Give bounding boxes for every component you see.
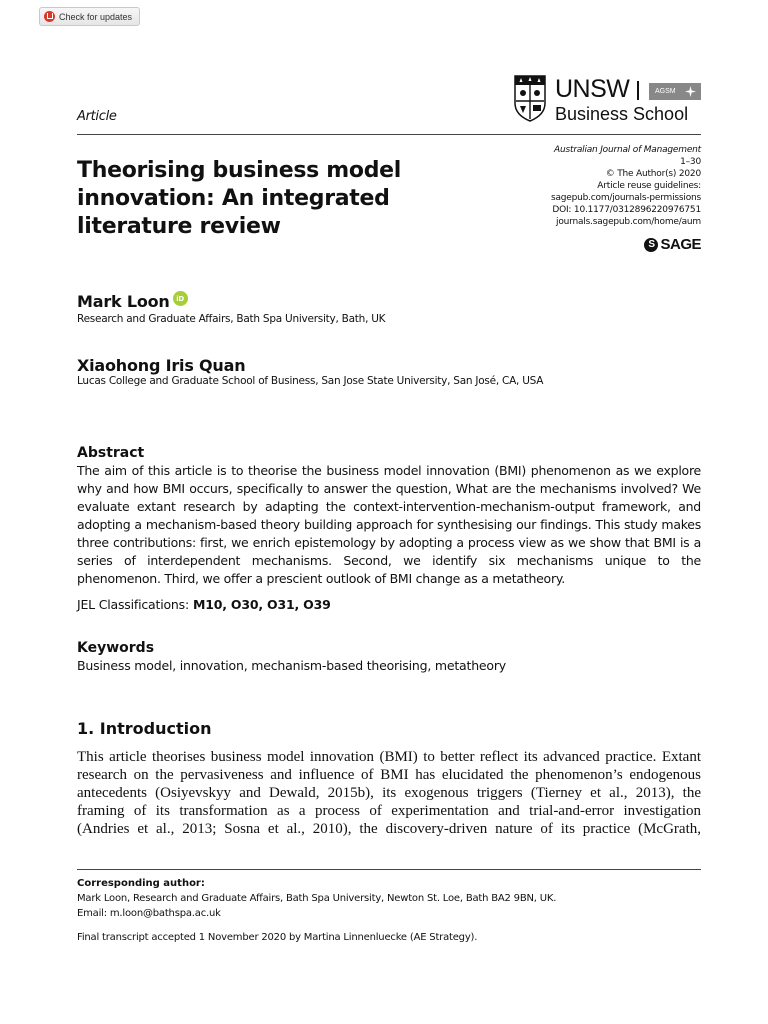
corresponding-author-address: Mark Loon, Research and Graduate Affairs, Bath Spa University, Newton St. Loe, Bath BA2 9BN, UK. — [77, 893, 557, 904]
header-rule — [77, 134, 701, 135]
title-line: innovation: An integrated — [77, 186, 390, 211]
sage-wordmark: SAGE — [660, 236, 701, 253]
unsw-business-school-logo — [514, 75, 702, 125]
paper-title — [77, 157, 467, 241]
author-name — [77, 292, 188, 311]
author-affiliation: Research and Graduate Affairs, Bath Spa University, Bath, UK — [77, 313, 386, 325]
jel-codes: M10, O30, O31, O39 — [192, 597, 331, 612]
abstract-heading: Abstract — [77, 445, 145, 461]
logo-divider — [637, 81, 639, 100]
abstract-text: The aim of this article is to theorise the business model innovation (BMI) phenomenon as we explore why and how BMI occurs, specifically to answer the question, What are the mechanisms involved? We evaluate extant research by adapting the context-intervention-mechanism-output framework, and adopting a mechanism-based theory building approach for synthesising our findings. This study makes three contributions: first, we enrich epistemology by adopting a process view as we show that BMI is a series of interdependent mechanisms. Second, we identify six mechanisms unique to the phenomenon. Third, we offer a prescient outlook of BMI change as a metatheory. — [77, 463, 701, 586]
page-range: 1–30 — [680, 157, 701, 167]
sage-s-icon: S — [644, 238, 658, 252]
agsm-label: AGSM — [655, 88, 676, 95]
body-line: antecedents (Osiyevskyy and Dewald, 2015b), its exogenous triggers (Tierney et al., 2013), the — [77, 785, 701, 801]
star-icon — [685, 86, 696, 97]
body-line: This article theorises business model innovation (BMI) to better reflect its advanced practice. Extant — [77, 749, 701, 765]
keywords-text: Business model, innovation, mechanism-based theorising, metatheory — [77, 658, 506, 673]
introduction-body — [77, 748, 701, 838]
copyright: © The Author(s) 2020 — [605, 169, 701, 179]
title-line: Theorising business model — [77, 158, 402, 183]
journal-name: Australian Journal of Management — [554, 145, 701, 155]
body-line: research on the pervasiveness and influence of BMI has elucidated the phenomenon’s endogenous — [77, 767, 701, 783]
article-type-label: Article — [77, 109, 117, 124]
orcid-icon[interactable]: iD — [173, 291, 188, 306]
jel-classifications — [77, 597, 331, 612]
transcript-note: Final transcript accepted 1 November 2020 by Martina Linnenluecke (AE Strategy). — [77, 932, 478, 943]
doi[interactable]: DOI: 10.1177/0312896220976751 — [552, 205, 701, 215]
corresponding-author-email[interactable]: Email: m.loon@bathspa.ac.uk — [77, 908, 221, 919]
unsw-wordmark: UNSW — [555, 75, 630, 103]
check-for-updates-button[interactable] — [39, 7, 140, 26]
body-line: framing of its transformation as a process of experimentation and trial-and-error investigation — [77, 803, 701, 819]
reuse-label: Article reuse guidelines: — [597, 181, 701, 191]
author-name — [77, 356, 245, 375]
introduction-heading: 1. Introduction — [77, 719, 212, 738]
corresponding-author-heading: Corresponding author: — [77, 878, 205, 889]
update-icon — [44, 11, 55, 22]
author-name-text: Mark Loon — [77, 292, 170, 311]
author-name-text: Xiaohong Iris Quan — [77, 356, 246, 375]
footnote-rule — [77, 869, 701, 870]
business-school-wordmark: Business School — [555, 104, 689, 124]
reuse-link[interactable]: sagepub.com/journals-permissions — [550, 193, 701, 203]
unsw-crest-icon — [514, 75, 546, 122]
title-line: literature review — [77, 214, 281, 239]
author-affiliation: Lucas College and Graduate School of Business, San Jose State University, San José, CA, USA — [77, 375, 544, 387]
check-for-updates-label: Check for updates — [59, 11, 133, 22]
jel-label: JEL Classifications: — [77, 597, 189, 612]
journal-link[interactable]: journals.sagepub.com/home/aum — [556, 217, 701, 227]
agsm-badge — [649, 83, 701, 100]
keywords-heading: Keywords — [77, 640, 155, 656]
body-line: (Andries et al., 2013; Sosna et al., 2010), the discovery-driven nature of its practice (McGrath, — [77, 821, 701, 837]
publication-info — [551, 144, 701, 228]
sage-logo — [644, 236, 701, 253]
